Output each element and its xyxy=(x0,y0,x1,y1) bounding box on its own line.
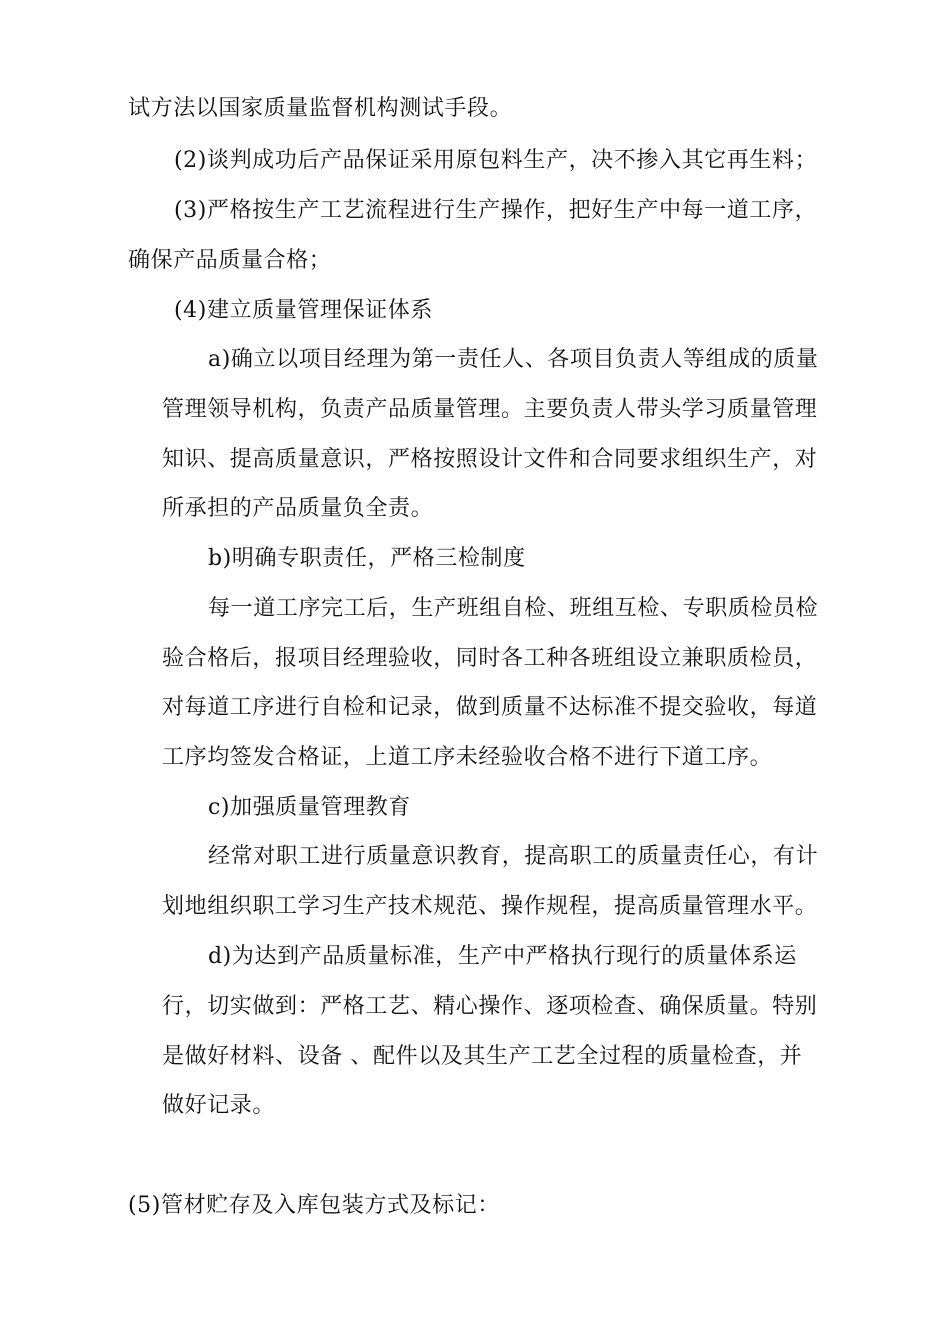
text-line: a)确立以项目经理为第一责任人、各项目负责人等组成的质量 xyxy=(208,347,819,372)
text-line: 验合格后，报项目经理验收，同时各工种各班组设立兼职质检员， xyxy=(162,646,818,671)
text-line: 是做好材料、设备 、配件以及其生产工艺全过程的质量检查，并 xyxy=(162,1044,803,1069)
subsection-heading: b)明确专职责任，严格三检制度 xyxy=(208,546,526,571)
text-line: (2)谈判成功后产品保证采用原包料生产，决不掺入其它再生料； xyxy=(174,148,818,173)
text-line: (3)严格按生产工艺流程进行生产操作，把好生产中每一道工序， xyxy=(174,198,818,223)
text-line: d)为达到产品质量标准，生产中严格执行现行的质量体系运 xyxy=(208,944,797,969)
text-line: 每一道工序完工后，生产班组自检、班组互检、专职质检员检 xyxy=(208,596,819,621)
text-line: 做好记录。 xyxy=(162,1093,276,1118)
text-line: 行，切实做到：严格工艺、精心操作、逐项检查、确保质量。特别 xyxy=(162,994,818,1019)
subsection-heading: c)加强质量管理教育 xyxy=(208,795,411,820)
text-line: 工序均签发合格证，上道工序未经验收合格不进行下道工序。 xyxy=(162,745,773,770)
text-line: 划地组织职工学习生产技术规范、操作规程，提高质量管理水平。 xyxy=(162,894,818,919)
section-heading: (5)管材贮存及入库包装方式及标记： xyxy=(128,1193,500,1218)
text-line: 知识、提高质量意识，严格按照设计文件和合同要求组织生产，对 xyxy=(162,447,818,472)
text-line: 确保产品质量合格； xyxy=(128,248,332,273)
text-line: 试方法以国家质量监督机构测试手段。 xyxy=(128,96,513,121)
section-heading: (4)建立质量管理保证体系 xyxy=(174,298,433,323)
text-line: 所承担的产品质量负全责。 xyxy=(162,496,434,521)
text-line: 经常对职工进行质量意识教育，提高职工的质量责任心，有计 xyxy=(208,844,819,869)
text-line: 对每道工序进行自检和记录，做到质量不达标准不提交验收，每道 xyxy=(162,695,818,720)
text-line: 管理领导机构，负责产品质量管理。主要负责人带头学习质量管理 xyxy=(162,397,818,422)
